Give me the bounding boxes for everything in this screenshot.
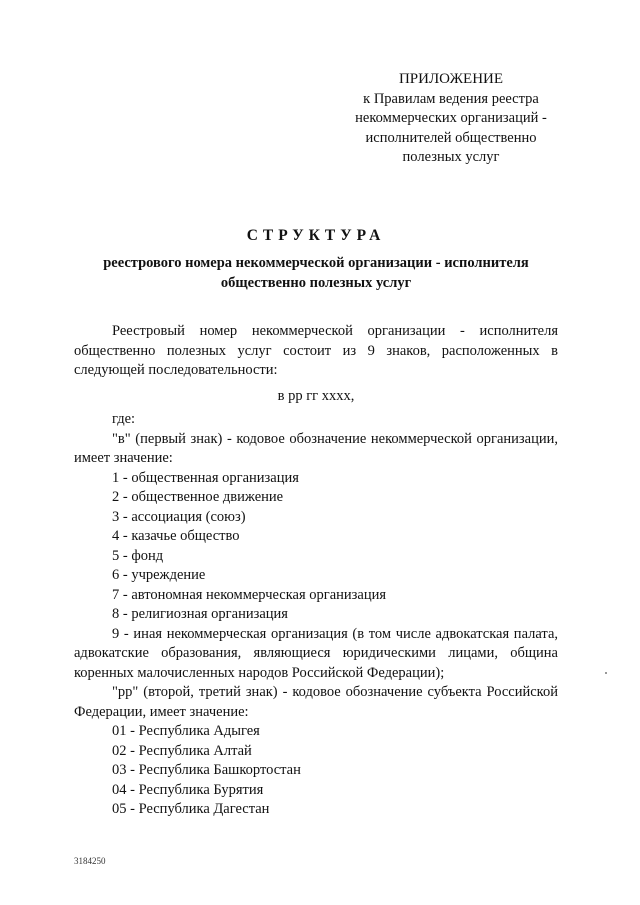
list-item: 03 - Республика Башкортостан (112, 762, 301, 778)
appendix-title: ПРИЛОЖЕНИЕ (398, 71, 504, 87)
scan-speck (605, 672, 607, 674)
appendix-line: некоммерческих организаций - (355, 110, 547, 126)
list-item: 02 - Республика Алтай (112, 742, 252, 759)
list-item: 2 - общественное движение (112, 489, 284, 505)
list-item: 6 - учреждение (112, 567, 206, 583)
where-label: где: (112, 411, 136, 427)
list-item: 5 - фонд (112, 547, 164, 564)
list-item: 01 - Республика Адыгея (112, 723, 260, 739)
list-item: 3 - ассоциация (союз) (112, 508, 246, 525)
list-item: 7 - автономная некоммерческая организация (112, 586, 387, 603)
list-item: 04 - Республика Бурятия (112, 781, 264, 798)
region-code-description: "рр" (второй, третий знак) - кодовое обозначение субъекта Российской Федерации, имеет значение: (74, 684, 558, 720)
subtitle-line: общественно полезных услуг (220, 274, 412, 291)
org-type-list (74, 469, 558, 625)
list-item: 4 - казачье общество (112, 528, 240, 544)
document-subtitle (74, 254, 558, 293)
org-type-9-paragraph: 9 - иная некоммерческая организация (в том числе адвокатская палата, адвокатские образования, являющиеся юридическими лицами, община коренных малочисленных народов Российской Федерации); (74, 625, 558, 681)
document-body (74, 322, 558, 820)
list-item: 8 - религиозная организация (112, 606, 288, 622)
document-title: СТРУКТУРА (246, 227, 386, 244)
number-format: в рр гг хххх, (277, 387, 355, 404)
first-sign-description: "в" (первый знак) - кодовое обозначение некоммерческой организации, имеет значение: (74, 430, 558, 466)
appendix-line: исполнителей общественно (365, 129, 537, 146)
list-item: 05 - Республика Дагестан (112, 801, 270, 817)
appendix-line: к Правилам ведения реестра (363, 90, 539, 107)
document-title-block (74, 226, 558, 293)
document-number: 3184250 (74, 856, 106, 866)
region-list (74, 722, 558, 820)
subtitle-line: реестрового номера некоммерческой организации - исполнителя (103, 255, 529, 271)
appendix-line: полезных услуг (402, 149, 500, 165)
intro-paragraph: Реестровый номер некоммерческой организации - исполнителя общественно полезных услуг состоит из 9 знаков, расположенных в следующей последовательности: (74, 323, 558, 378)
appendix-header (340, 70, 562, 168)
list-item: 1 - общественная организация (112, 469, 299, 486)
